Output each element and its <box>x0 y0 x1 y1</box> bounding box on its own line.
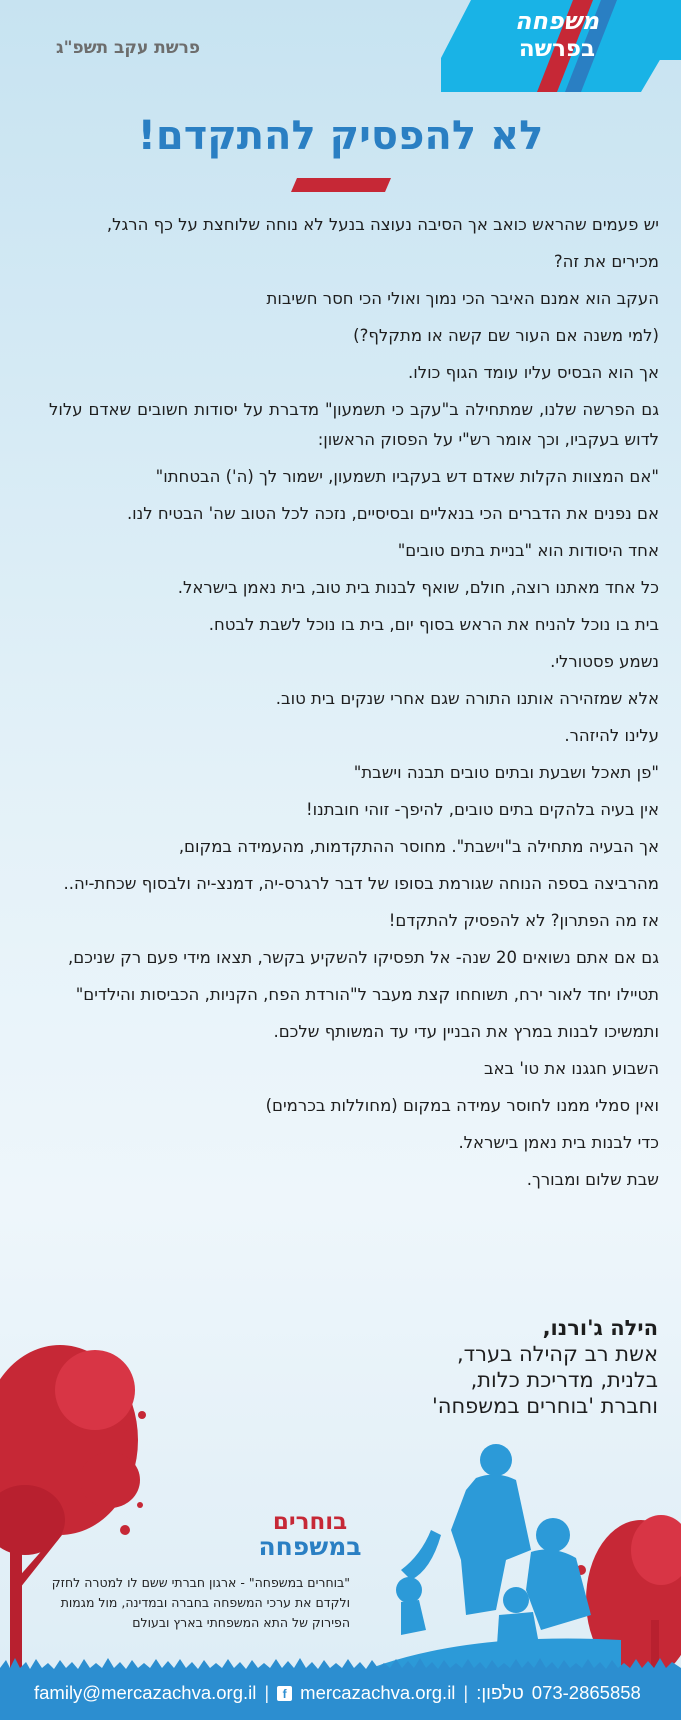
paragraph: ואין סמלי ממנו לחוסר עמידה במקום (מחוללות בכרמים) <box>265 1096 659 1115</box>
separator: | <box>264 1682 270 1703</box>
facebook-icon[interactable]: f <box>277 1686 292 1701</box>
email-link[interactable]: family@mercazachva.org.il <box>34 1682 257 1703</box>
paragraph: אך הוא הבסיס עליו עומד הגוף כולו. <box>408 363 659 382</box>
author-signature <box>432 1315 658 1419</box>
paragraph: אין בעיה בלהקים בתים טובים, להיפך- זוהי חובתנו! <box>306 800 659 819</box>
article-title: לא להפסיק להתקדם! <box>137 113 544 159</box>
footer-bar <box>0 1672 681 1720</box>
paragraph: אלא שמזהירה אותנו התורה שגם אחרי שנקים בית טוב. <box>275 689 659 708</box>
paragraph: כדי לבנות בית נאמן בישראל. <box>458 1133 659 1152</box>
paragraph: העקב הוא אמנם האיבר הכי נמוך ואולי הכי חסר חשיבות <box>266 289 659 308</box>
mishpacha-baparasha-logo <box>441 0 681 92</box>
org-description: "בוחרים במשפחה" - ארגון חברתי ששם לו למטרה לחזק ולקדם את ערכי המשפחה בחברה ובמדינה, מול מגמות הפירוק של התא המשפחתי בארץ ובעולם <box>51 1575 350 1630</box>
org-logo-line-1: בוחרים <box>272 1509 348 1535</box>
author-role: אשת רב קהילה בערד, <box>457 1342 658 1366</box>
paragraph: (למי משנה אם העור שם קשה או מתקלף?) <box>353 326 659 345</box>
author-role: וחברת 'בוחרים במשפחה' <box>431 1394 658 1418</box>
paragraph: אז מה הפתרון? לא להפסיק להתקדם! <box>388 911 659 930</box>
website-link[interactable]: mercazachva.org.il <box>300 1682 456 1703</box>
paragraph: "פן תאכל ושבעת ובתים טובים תבנה וישבת" <box>353 763 659 782</box>
paragraph: תטיילו יחד לאור ירח, תשוחחו קצת מעבר ל"הורדת הפח, הקניות, הכביסות והילדים" <box>75 985 659 1004</box>
paragraph: "אם המצוות הקלות שאדם דש בעקביו תשמעון, ישמור לך (ה') הבטחתו" <box>155 467 659 486</box>
paragraph: נשמע פסטורלי. <box>550 652 659 671</box>
contact-info <box>34 1682 654 1704</box>
paragraph: אך הבעיה מתחילה ב"וישבת". מחוסר ההתקדמות, מהעמידה במקום, <box>178 837 659 856</box>
title-underline <box>291 178 391 192</box>
phone-label: טלפון: <box>476 1682 524 1703</box>
paragraph: בית בו נוכל להניח את הראש בסוף יום, בית בו נוכל לשבת לבטח. <box>208 615 659 634</box>
org-logo-text <box>240 1510 380 1560</box>
header <box>0 0 681 100</box>
author-name: הילה ג'ורנו, <box>542 1316 658 1340</box>
paragraph: שבת שלום ומבורך. <box>526 1170 659 1189</box>
paragraph: ותמשיכו לבנות במרץ את הבניין עדי עד המשותף שלכם. <box>273 1022 659 1041</box>
logo-line-1: משפחה <box>514 7 599 35</box>
logo-text <box>515 8 599 62</box>
org-logo-line-2: במשפחה <box>258 1532 362 1562</box>
bocharim-bamishpacha-logo <box>240 1510 380 1565</box>
paragraph: עלינו להיזהר. <box>564 726 659 745</box>
paragraph: יש פעמים שהראש כואב אך הסיבה נעוצה בנעל לא נוחה שלוחצת על כף הרגל, <box>106 215 659 234</box>
paragraph: השבוע חגגנו את טו' באב <box>483 1059 659 1078</box>
paragraph: מכירים את זה? <box>553 252 659 271</box>
paragraph: מהרביצה בספה הנוחה שגורמת בסופו של דבר לרגרס-יה, דמנצ-יה ולבסוף שכחת-יה.. <box>63 874 659 893</box>
paragraph: אחד היסודות הוא "בניית בתים טובים" <box>397 541 659 560</box>
separator: | <box>463 1682 469 1703</box>
phone-number[interactable]: 073-2865858 <box>531 1682 641 1703</box>
paragraph: כל אחד מאתנו רוצה, חולם, שואף לבנות בית טוב, בית נאמן בישראל. <box>177 578 659 597</box>
paragraph: גם הפרשה שלנו, שמתחילה ב"עקב כי תשמעון" מדברת על יסודות חשובים שאדם עלול לדוש בעקביו, וכך אומר רש"י על הפסוק הראשון: <box>49 400 659 449</box>
article-body <box>49 210 659 1202</box>
author-role: בלנית, מדריכת כלות, <box>470 1368 658 1392</box>
paragraph: גם אם אתם נשואים 20 שנה- אל תפסיקו להשקיע בקשר, תצאו מידי פעם רק שניכם, <box>68 948 659 967</box>
grass-decoration <box>0 1656 681 1676</box>
logo-line-2: בפרשה <box>518 35 596 62</box>
parasha-name: פרשת עקב תשפ"ג <box>56 38 201 58</box>
paragraph: אם נפנים את הדברים הכי בנאליים ובסיסיים, נזכה לכל הטוב שה' הבטיח לנו. <box>126 504 659 523</box>
